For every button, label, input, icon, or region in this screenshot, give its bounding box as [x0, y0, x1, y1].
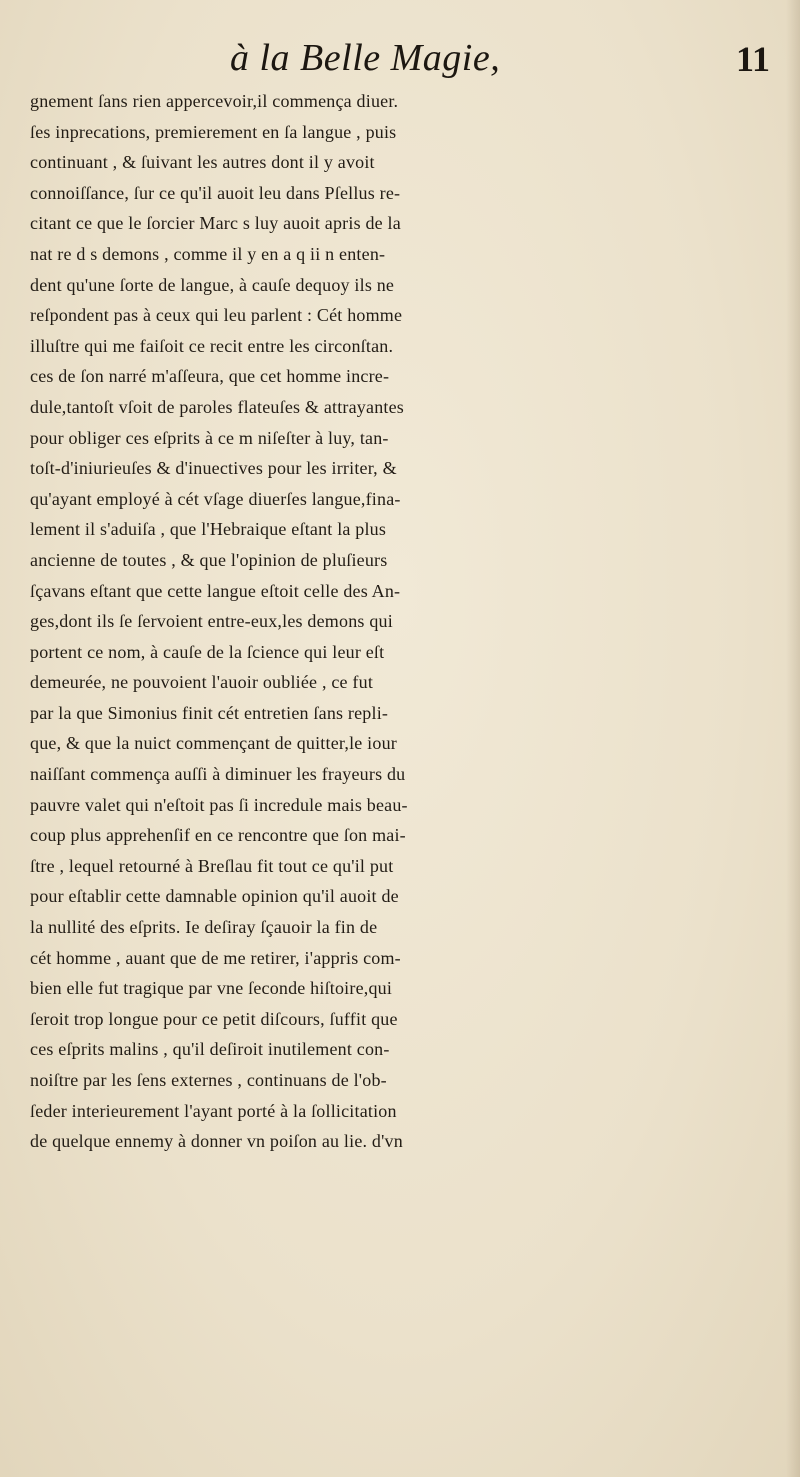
text-line: lement il s'aduiſa , que l'Hebraique eſtant la plus — [30, 519, 387, 540]
text-line: continuant , & ſuivant les autres dont il y avoit — [30, 152, 375, 173]
text-line: ſçavans eſtant que cette langue eſtoit celle des An- — [30, 580, 401, 601]
text-line: ces eſprits malins , qu'il deſiroit inutilement con- — [30, 1039, 390, 1060]
text-line: ces de ſon narré m'aſſeura, que cet homme incre- — [30, 366, 390, 387]
running-title: à la Belle Magie, — [230, 37, 501, 79]
page-number: 11 — [735, 39, 770, 79]
text-line: qu'ayant employé à cét vſage diuerſes langue,fina- — [30, 488, 401, 509]
page-edge-shadow — [786, 0, 800, 1477]
body-text — [30, 86, 800, 1386]
text-line: portent ce nom, à cauſe de la ſcience qui leur eſt — [30, 641, 385, 662]
text-line: gnement ſans rien appercevoir,il commença diuer. — [30, 91, 399, 111]
text-line: illuſtre qui me faiſoit ce recit entre les circonſtan. — [30, 335, 394, 356]
text-line: connoiſſance, ſur ce qu'il auoit leu dans Pſellus re- — [30, 182, 401, 203]
text-line: reſpondent pas à ceux qui leu parlent : Cét homme — [30, 305, 403, 326]
text-line: cét homme , auant que de me retirer, i'appris com- — [30, 947, 401, 968]
text-line: ancienne de toutes , & que l'opinion de pluſieurs — [30, 549, 388, 570]
text-line: ges,dont ils ſe ſervoient entre-eux,les demons qui — [30, 611, 393, 632]
text-line: pauvre valet qui n'eſtoit pas ſi incredule mais beau- — [30, 794, 408, 815]
text-line: toſt-d'iniurieuſes & d'inuectives pour les irriter, & — [30, 458, 397, 479]
text-line: noiſtre par les ſens externes , continuans de l'ob- — [30, 1070, 387, 1090]
text-line: coup plus apprehenſif en ce rencontre que ſon mai- — [30, 825, 406, 846]
text-line: pour obliger ces eſprits à ce m niſeſter à luy, tan- — [30, 427, 389, 448]
text-line: par la que Simonius finit cét entretien ſans repli- — [30, 702, 389, 723]
text-line: dule,tantoſt vſoit de paroles flateuſes & attrayantes — [30, 396, 404, 417]
text-line: naiſſant commença auſſi à diminuer les frayeurs du — [30, 764, 406, 785]
text-line: ſtre , lequel retourné à Breſlau fit tout ce qu'il put — [30, 855, 394, 876]
text-line: demeurée, ne pouvoient l'auoir oubliée , ce fut — [30, 672, 374, 693]
text-line: dent qu'une ſorte de langue, à cauſe dequoy ils ne — [30, 274, 395, 295]
text-line: ſes inprecations, premierement en ſa langue , puis — [30, 121, 397, 142]
text-line: citant ce que le ſorcier Marc s luy auoit apris de la — [30, 213, 401, 234]
text-line: nat re d s demons , comme il y en a q ii n enten- — [30, 243, 386, 264]
text-line: que, & que la nuict commençant de quitter,le iour — [30, 733, 397, 754]
text-line: bien elle fut tragique par vne ſeconde hiſtoire,qui — [30, 978, 393, 999]
page-header — [230, 36, 770, 86]
text-line: de quelque ennemy à donner vn poiſon au lie. d'vn — [30, 1131, 403, 1152]
text-line: ſeroit trop longue pour ce petit diſcours, ſuffit que — [30, 1008, 398, 1029]
text-line: pour eſtablir cette damnable opinion qu'il auoit de — [30, 886, 399, 907]
text-line: la nullité des eſprits. Ie deſiray ſçauoir la fin de — [30, 917, 378, 938]
text-line: ſeder interieurement l'ayant porté à la ſollicitation — [30, 1100, 397, 1121]
